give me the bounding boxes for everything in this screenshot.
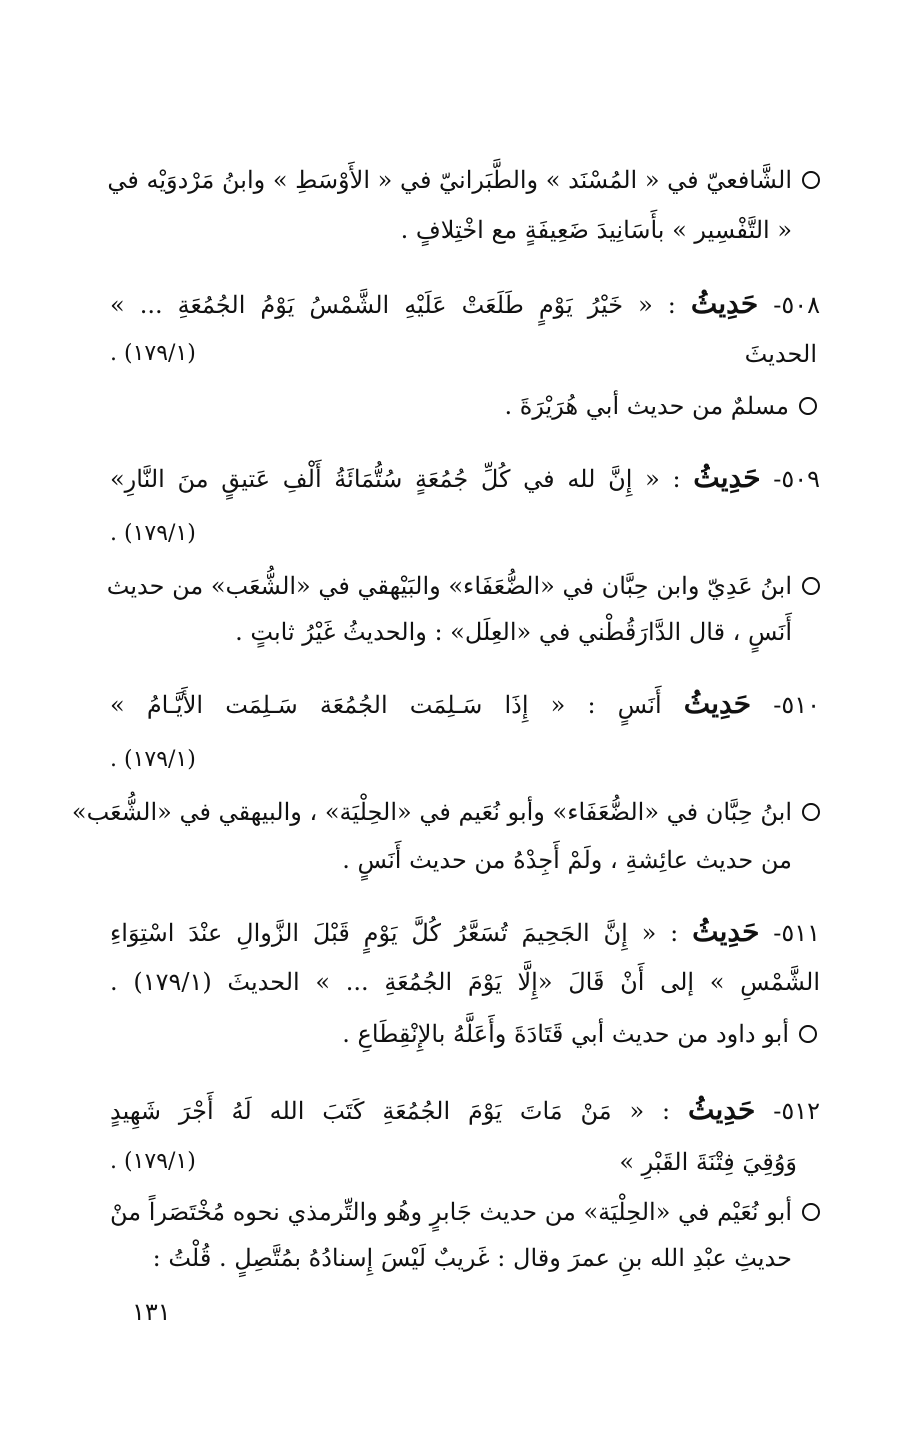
text-line — [107, 160, 820, 200]
source-text: من حديث عائِشةِ ، ولَمْ أَجِدْهُ من حديث أَنَسٍ . — [342, 846, 792, 874]
circle-bullet-icon — [802, 171, 820, 189]
hadith-title: حَدِيثُ — [693, 461, 761, 494]
hadith-number: ٥١٠- — [773, 691, 820, 719]
hadith-number: ٥١١- — [773, 919, 820, 947]
source-text: ابنُ عَدِيّ وابن حِبَّان في «الضُّعَفَاء» والبَيْهقي في «الشُّعَب» من حديث — [106, 572, 792, 600]
hadith-512-heading — [110, 1090, 820, 1131]
source-text: أبو نُعَيْم في «الحِلْيَة» من حديث جَابرٍ وهُو والتِّرمذي نحوه مُخْتَصَراً منْ — [110, 1198, 792, 1226]
hadith-511-heading — [110, 912, 820, 953]
hadith-number: ٥٠٨- — [773, 291, 820, 319]
text-line — [235, 612, 792, 652]
hadith-510-heading — [110, 684, 820, 725]
circle-bullet-icon — [802, 803, 820, 821]
text-line — [401, 210, 792, 250]
hadith-text: الشَّمْسِ » إلى أَنْ قَالَ «إِلَّا يَوْمَ الجُمُعَةِ ... » الحديثَ (١٧٩/١) . — [110, 968, 821, 996]
hadith-text: وَوُقِيَ فِتْنَةَ القَبْرِ » — [619, 1148, 797, 1176]
hadith-reference: (١٧٩/١) . — [110, 521, 196, 546]
hadith-number: ٥١٢- — [773, 1097, 820, 1125]
hadith-text: : « مَنْ مَاتَ يَوْمَ الجُمُعَةِ كَتَبَ الله لَهُ أَجْرَ شَهِيدٍ — [110, 1097, 671, 1125]
source-text: الشَّافعيّ في « المُسْنَد » والطَّبَرانيّ في « الأَوْسَطِ » وابنُ مَرْدوَيْه في — [107, 166, 792, 194]
hadith-508-heading — [110, 284, 820, 325]
hadith-reference: (١٧٩/١) . — [110, 341, 196, 366]
text-line — [106, 566, 820, 606]
hadith-title: حَدِيثُ — [692, 915, 760, 948]
circle-bullet-icon — [802, 1203, 820, 1221]
text-line — [153, 1238, 792, 1278]
hadith-text: الحديثَ — [744, 340, 817, 368]
hadith-continuation — [110, 962, 820, 1002]
source-text: حديثِ عبْدِ الله بنِ عمرَ وقال : غَريبٌ لَيْسَ إِسنادُهُ بمُتَّصِلٍ . قُلْتُ : — [152, 1244, 792, 1272]
page-number: ١٣١ — [132, 1298, 171, 1326]
hadith-continuation — [745, 334, 817, 374]
hadith-text: : « إِنَّ الجَحِيمَ تُسَعَّرُ كُلَّ يَوْمٍ قَبْلَ الزَّوالِ عنْدَ اسْتِوَاءِ — [110, 919, 679, 947]
source-text: أَنَسٍ ، قال الدَّارَقُطْني في «العِلَل» : والحديثُ غَيْرُ ثابتٍ . — [235, 618, 792, 646]
hadith-text: : « خَيْرُ يَوْمٍ طَلَعَتْ عَلَيْهِ الشَّمْسُ يَوْمُ الجُمُعَةِ ... » — [110, 291, 676, 319]
hadith-reference: (١٧٩/١) . — [110, 1149, 196, 1174]
hadith-509-heading — [110, 458, 820, 499]
hadith-number: ٥٠٩- — [773, 465, 820, 493]
source-text: أبو داود من حديث أبي قَتَادَةَ وأَعَلَّهُ بالإِنْقِطَاعِ . — [342, 1020, 789, 1048]
source-text: ابنُ حِبَّان في «الضُّعَفَاء» وأبو نُعَيم في «الحِلْيَة» ، والبيهقي في «الشُّعَب» — [71, 798, 792, 826]
hadith-continuation — [619, 1142, 797, 1182]
text-line — [342, 1014, 817, 1054]
source-text: « التَّفْسِير » بأَسَانِيدَ ضَعِيفَةٍ مع اخْتِلافٍ . — [400, 216, 792, 244]
source-text: مسلمٌ من حديث أبي هُرَيْرَةَ . — [504, 392, 789, 420]
text-line — [71, 792, 820, 832]
hadith-title: حَدِيثُ — [688, 1093, 756, 1126]
hadith-text: : « إِنَّ لله في كُلِّ جُمُعَةٍ سُتُّمَائَةُ أَلْفِ عَتيقٍ منَ النَّارِ» — [110, 465, 681, 493]
circle-bullet-icon — [799, 1025, 817, 1043]
text-line — [110, 1192, 820, 1232]
hadith-reference: (١٧٩/١) . — [110, 747, 196, 772]
circle-bullet-icon — [799, 397, 817, 415]
circle-bullet-icon — [802, 577, 820, 595]
hadith-title: حَدِيثُ — [683, 687, 752, 720]
text-line — [504, 386, 817, 426]
text-line — [342, 840, 792, 880]
hadith-title: حَدِيثُ — [690, 287, 759, 320]
hadith-text: أَنَسٍ : « إِذَا سَـلِمَت الجُمُعَة سَـلِمَت الأَيَّـامُ » — [110, 691, 662, 719]
